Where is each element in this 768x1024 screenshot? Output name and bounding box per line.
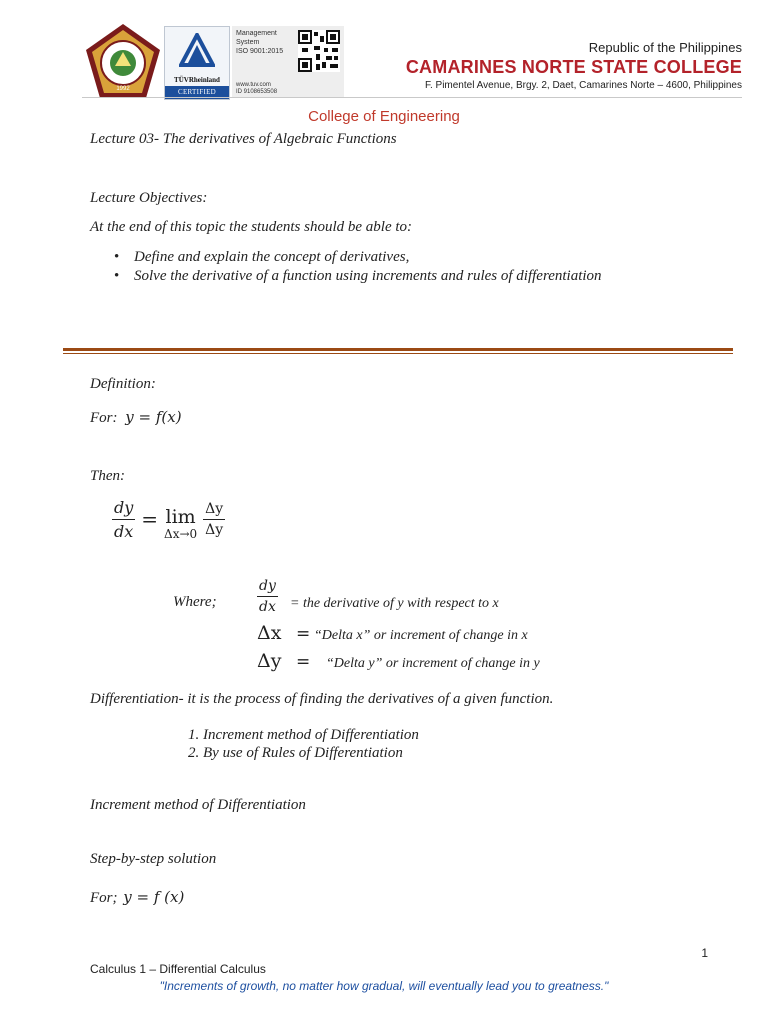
delta-y-meaning: “Delta y” or increment of change in y: [326, 656, 540, 671]
lecture-title: Lecture 03- The derivatives of Algebraic Functions: [90, 131, 397, 147]
delta-y-symbol: Δy: [257, 650, 282, 672]
objective-item: • Define and explain the concept of derivatives,: [134, 249, 409, 266]
for-label: For:: [90, 410, 118, 426]
seal-year: 1992: [116, 86, 130, 92]
tuv-name: TÜVRheinland: [174, 76, 220, 84]
tuv-certified-label: CERTIFIED: [165, 86, 229, 99]
header-rule: [82, 97, 742, 98]
delta-x-symbol: Δx: [257, 622, 282, 644]
republic-label: Republic of the Philippines: [588, 40, 742, 55]
qr-code-icon: [298, 30, 340, 72]
college-address: F. Pimentel Avenue, Brgy. 2, Daet, Camarines Norte – 4600, Philippines: [424, 80, 742, 91]
increment-method-heading: Increment method of Differentiation: [90, 797, 306, 813]
delta-y-equals: =: [296, 652, 311, 672]
method-item: 1. Increment method of Differentiation: [188, 727, 419, 743]
objectives-intro: At the end of this topic the students should be able to:: [90, 219, 413, 235]
college-name: CAMARINES NORTE STATE COLLEGE: [405, 57, 742, 77]
method-item: 2. By use of Rules of Differentiation: [188, 745, 403, 761]
delta-fraction: $\frac{\Delta y}{\Delta y}$: [205, 500, 224, 538]
function-expression: y = f(x): [125, 408, 182, 426]
iso-text: Management System ISO 9001:2015: [236, 30, 284, 55]
section-divider: [63, 348, 733, 351]
iso-id: ID 9108653508: [236, 89, 278, 95]
definition-heading: Definition:: [90, 376, 156, 392]
where-derivative-meaning: = the derivative of y with respect to x: [290, 596, 499, 611]
tuv-certification-logo: [164, 26, 230, 100]
delta-x-equals: =: [296, 624, 311, 644]
dy-dx-fraction: $\frac{dy}{dx}$: [114, 497, 134, 541]
for-label: For;: [90, 890, 118, 906]
limit-operator: lim Δx→0: [164, 506, 198, 541]
section-divider-thin: [63, 353, 733, 354]
delta-x-meaning: “Delta x” or increment of change in x: [314, 628, 528, 643]
college-seal-logo: [84, 22, 162, 100]
then-label: Then:: [90, 468, 125, 484]
page-number: 1: [701, 946, 708, 960]
where-dy-dx-fraction: $\frac{dy}{dx}$: [259, 578, 276, 615]
definition-for-line: [90, 408, 182, 427]
tuv-triangle-icon: [179, 33, 215, 67]
step-by-step-heading: Step-by-step solution: [90, 851, 217, 867]
footer-course: Calculus 1 – Differential Calculus: [90, 962, 266, 976]
where-label: Where;: [173, 594, 217, 610]
objectives-heading: Lecture Objectives:: [90, 190, 208, 206]
footer-quote: "Increments of growth, no matter how gradual, will eventually lead you to greatness.": [159, 979, 609, 993]
objective-item: • Solve the derivative of a function using increments and rules of differentiation: [134, 268, 602, 285]
function-expression: y = f (x): [123, 888, 185, 906]
differentiation-definition: Differentiation- it is the process of finding the derivatives of a given function.: [90, 691, 554, 707]
equals-sign: =: [141, 507, 159, 531]
department-name: College of Engineering: [308, 108, 460, 125]
iso-certificate-box: [232, 26, 344, 98]
derivative-definition-formula: [112, 497, 225, 541]
iso-website: www.tuv.com: [236, 82, 271, 88]
step-for-line: [90, 888, 184, 907]
